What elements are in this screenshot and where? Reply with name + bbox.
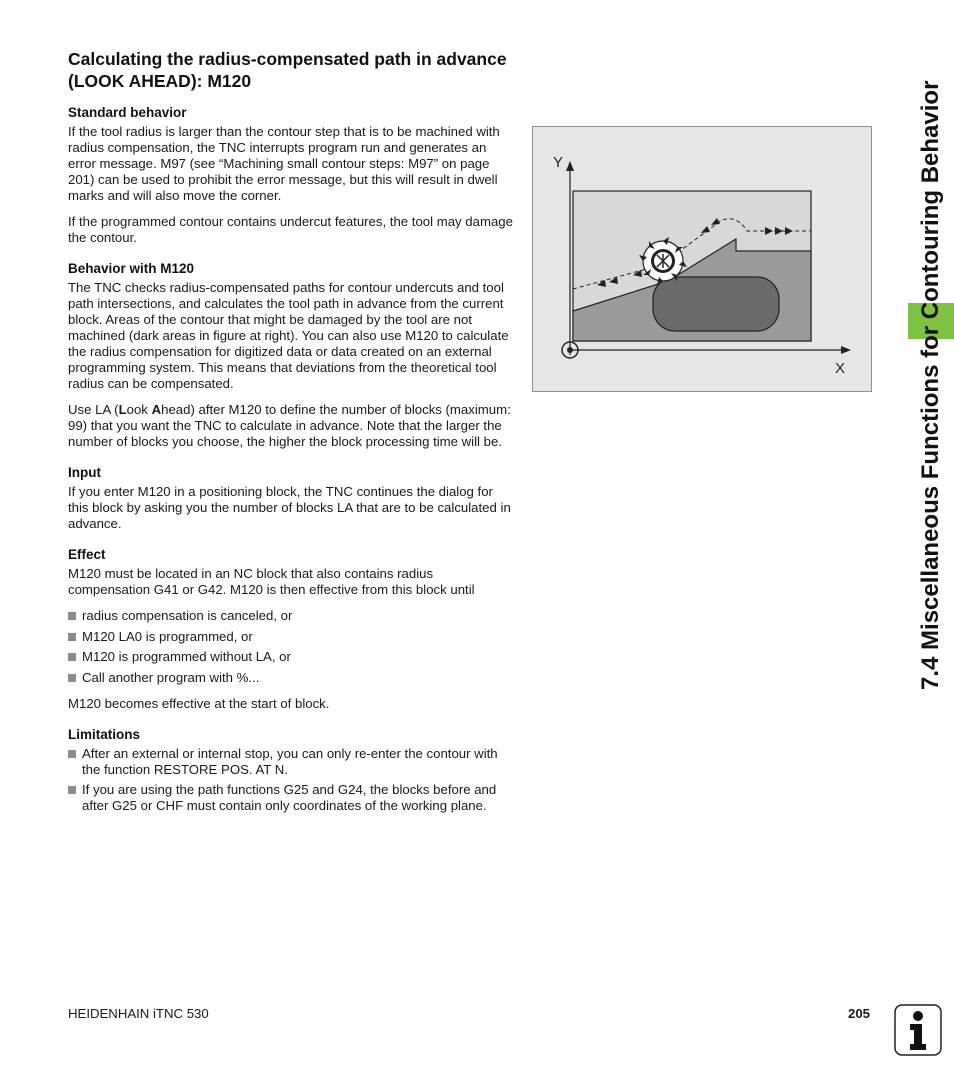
section-title: Limitations [68, 726, 141, 742]
page-heading: Calculating the radius-compensated path in advance (LOOK AHEAD): M120 [68, 49, 507, 91]
section-title: Standard behavior [68, 105, 187, 120]
list-item: M120 is programmed without LA, or [68, 649, 514, 665]
section-behavior-m120 [68, 260, 514, 450]
square-bullet-icon [68, 612, 76, 620]
section-title: Behavior with M120 [68, 261, 195, 276]
info-icon [894, 1004, 942, 1056]
origin-dot [567, 347, 573, 353]
contour-diagram [533, 127, 871, 391]
square-bullet-icon [68, 674, 76, 682]
x-axis-arrow [841, 346, 851, 354]
effect-list [68, 608, 514, 686]
section-standard-behavior [68, 104, 514, 246]
paragraph-look-ahead: Use LA (Look Ahead) after M120 to define the number of blocks (maximum: 99) that you want the TNC to calculate in advance. Note that the larger the number of blocks you choose, the higher the block processing time will be. [68, 402, 511, 449]
list-item: Call another program with %... [68, 670, 514, 686]
list-item: After an external or internal stop, you can only re-enter the contour with the function RESTORE POS. AT N. [68, 746, 514, 778]
main-content [68, 48, 514, 824]
paragraph: If the programmed contour contains undercut features, the tool may damage the contour. [68, 214, 513, 245]
limitations-list [68, 746, 514, 815]
list-item: radius compensation is canceled, or [68, 608, 514, 624]
section-effect [68, 546, 514, 712]
y-axis-label: Y [553, 154, 564, 171]
page-number: 205 [848, 1006, 871, 1021]
section-title: Input [68, 465, 101, 480]
square-bullet-icon [68, 786, 76, 794]
paragraph: The TNC checks radius-compensated paths for contour undercuts and tool path intersections, and calculates the tool path in advance from the current block. Areas of the contour that might be damaged by the tool are not machined (dark areas in figure at right). You can also use M120 to calculate the radius compensation for digitized data or data created on an external programming system. This means that deviations from the theoretical tool radius can be compensated. [68, 280, 509, 391]
chapter-side-title: 7.4 Miscellaneous Functions for Contouring Behavior [917, 80, 944, 690]
undercut-area [653, 277, 779, 331]
footer-product: HEIDENHAIN iTNC 530 [68, 1006, 209, 1021]
y-axis-arrow [566, 161, 574, 171]
square-bullet-icon [68, 633, 76, 641]
square-bullet-icon [68, 750, 76, 758]
paragraph: If the tool radius is larger than the contour step that is to be machined with radius compensation, the TNC interrupts program run and generates an error message. M97 (see “Machining small contour steps: M97” on page 201) can be used to prohibit the error message, but this will result in dwell marks and will also move the corner. [68, 124, 500, 203]
section-input [68, 464, 514, 532]
x-axis-label: X [835, 360, 846, 377]
look-ahead-figure [532, 126, 872, 392]
paragraph: M120 must be located in an NC block that also contains radius compensation G41 or G42. M120 is then effective from this block until [68, 566, 475, 597]
paragraph: M120 becomes effective at the start of block. [68, 695, 330, 711]
section-limitations [68, 726, 514, 815]
paragraph: If you enter M120 in a positioning block, the TNC continues the dialog for this block by asking you the number of blocks LA that are to be calculated in advance. [68, 484, 511, 531]
list-item: M120 LA0 is programmed, or [68, 629, 514, 645]
list-item: If you are using the path functions G25 and G24, the blocks before and after G25 or CHF must contain only coordinates of the working plane. [68, 782, 514, 814]
square-bullet-icon [68, 653, 76, 661]
section-title: Effect [68, 547, 106, 562]
